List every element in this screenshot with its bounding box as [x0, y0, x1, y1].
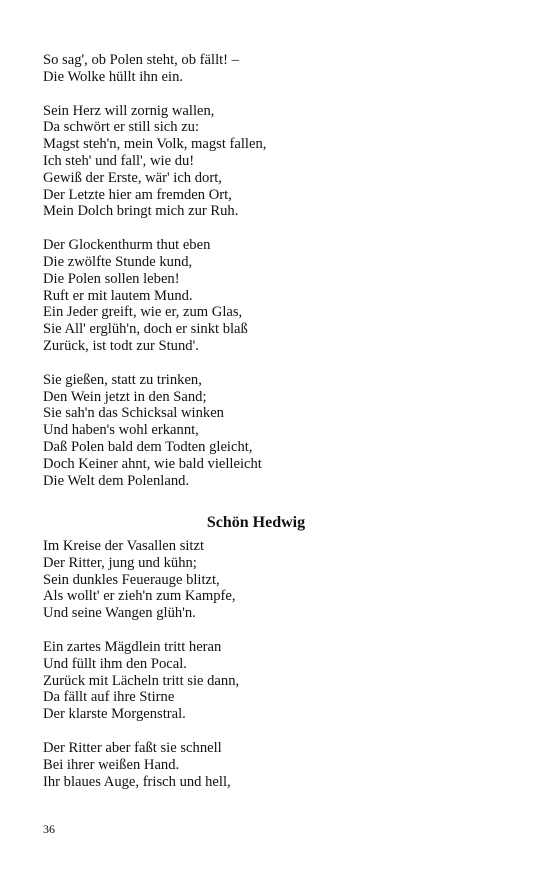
stanza — [43, 538, 503, 622]
stanza — [43, 639, 503, 723]
verse-line: Da fällt auf ihre Stirne — [43, 689, 175, 706]
verse-line: Der Letzte hier am fremden Ort, — [43, 186, 232, 203]
verse-line: Mein Dolch bringt mich zur Ruh. — [43, 203, 239, 220]
poem-top — [43, 52, 503, 489]
stanza — [43, 237, 503, 355]
poem-bottom — [43, 538, 503, 790]
stanza — [43, 372, 503, 490]
verse-line: Die Welt dem Polenland. — [43, 472, 190, 489]
stanza — [43, 103, 503, 221]
verse-line: Sein Herz will zornig wallen, — [43, 102, 215, 119]
verse-line: Ein Jeder greift, wie er, zum Glas, — [43, 304, 243, 321]
verse-line: Magst steh'n, mein Volk, magst fallen, — [43, 136, 267, 153]
verse-line: Daß Polen bald dem Todten gleicht, — [43, 438, 253, 455]
verse-line: Ihr blaues Auge, frisch und hell, — [43, 773, 231, 790]
verse-line: Da schwört er still sich zu: — [43, 119, 200, 136]
verse-line: Sein dunkles Feuerauge blitzt, — [43, 571, 220, 588]
verse-line: Der Ritter, jung und kühn; — [43, 554, 197, 571]
verse-line: Ruft er mit lautem Mund. — [43, 287, 193, 304]
verse-line: Sie sah'n das Schicksal winken — [43, 405, 224, 422]
stanza — [43, 52, 503, 86]
verse-line: Und füllt ihm den Pocal. — [43, 655, 187, 672]
verse-line: Sie gießen, statt zu trinken, — [43, 371, 202, 388]
page-number: 36 — [43, 822, 55, 836]
verse-line: Und haben's wohl erkannt, — [43, 422, 199, 439]
verse-line: Den Wein jetzt in den Sand; — [43, 388, 207, 405]
verse-line: Als wollt' er zieh'n zum Kampfe, — [43, 588, 236, 605]
verse-line: Die Polen sollen leben! — [43, 270, 180, 287]
verse-line: Und seine Wangen glüh'n. — [43, 605, 196, 622]
verse-line: So sag', ob Polen steht, ob fällt! – — [43, 52, 239, 68]
verse-line: Der klarste Morgenstral. — [43, 706, 186, 723]
verse-line: Die zwölfte Stunde kund, — [43, 253, 193, 270]
verse-line: Sie All' erglüh'n, doch er sinkt blaß — [43, 321, 248, 338]
verse-line: Im Kreise der Vasallen sitzt — [43, 538, 205, 554]
verse-line: Zurück mit Lächeln tritt sie dann, — [43, 672, 240, 689]
poem-title: Schön Hedwig — [206, 514, 306, 531]
verse-line: Die Wolke hüllt ihn ein. — [43, 68, 184, 85]
verse-line: Zurück, ist todt zur Stund'. — [43, 337, 199, 354]
verse-line: Der Glockenthurm thut eben — [43, 237, 211, 254]
verse-line: Der Ritter aber faßt sie schnell — [43, 739, 222, 756]
stanza — [43, 740, 503, 790]
verse-line: Ich steh' und fall', wie du! — [43, 152, 195, 169]
verse-line: Bei ihrer weißen Hand. — [43, 756, 180, 773]
verse-line: Gewiß der Erste, wär' ich dort, — [43, 169, 222, 186]
verse-line: Doch Keiner ahnt, wie bald vielleicht — [43, 455, 262, 472]
verse-line: Ein zartes Mägdlein tritt heran — [43, 638, 222, 655]
